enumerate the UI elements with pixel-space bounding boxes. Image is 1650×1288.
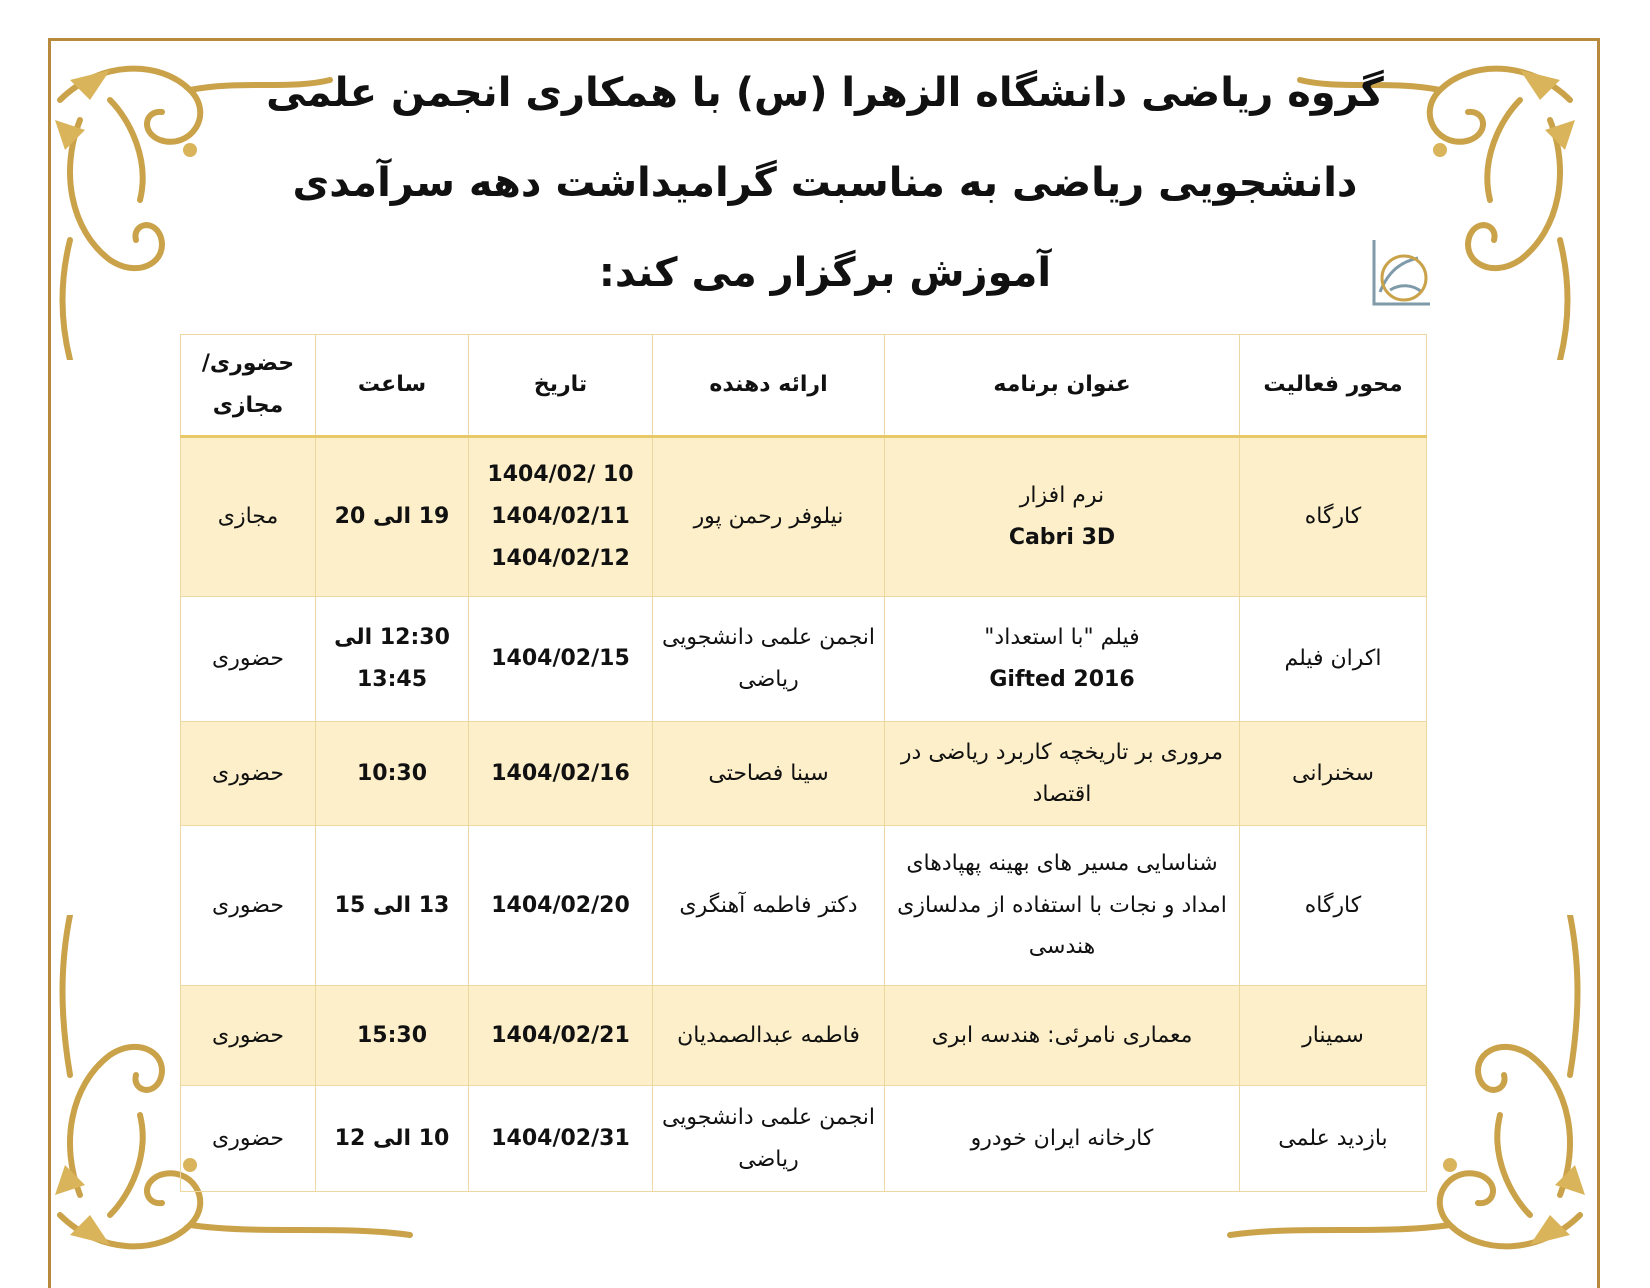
table-row — [181, 437, 1427, 597]
title-line: Cabri 3D — [1008, 525, 1116, 550]
cell-mode: حضوری — [181, 1086, 316, 1192]
cell-presenter: نیلوفر رحمن پور — [653, 437, 885, 597]
table-row — [181, 826, 1427, 986]
cell-time: 12:30 الی 13:45 — [316, 597, 469, 722]
cell-title: مروری بر تاریخچه کاربرد ریاضی در اقتصاد — [885, 722, 1240, 826]
cell-time: 13 الی 15 — [316, 826, 469, 986]
title-line: فیلم "با استعداد" — [984, 625, 1140, 651]
cell-title — [885, 437, 1240, 597]
cell-date: 1404/02/21 — [469, 986, 653, 1086]
cell-mode: حضوری — [181, 722, 316, 826]
cell-date: 1404/02/31 — [469, 1086, 653, 1192]
cell-presenter: فاطمه عبدالصمدیان — [653, 986, 885, 1086]
cell-time: 15:30 — [316, 986, 469, 1086]
date-line: 1404/02/ 10 — [487, 462, 634, 488]
cell-mode: مجازی — [181, 437, 316, 597]
cell-presenter: سینا فصاحتی — [653, 722, 885, 826]
cell-title: معماری نامرئی: هندسه ابری — [885, 986, 1240, 1086]
cell-category: سمینار — [1240, 986, 1427, 1086]
cell-title — [885, 597, 1240, 722]
cell-time: 10 الی 12 — [316, 1086, 469, 1192]
cell-category: کارگاه — [1240, 437, 1427, 597]
header-time: ساعت — [316, 335, 469, 437]
header-date: تاریخ — [469, 335, 653, 437]
cell-category: کارگاه — [1240, 826, 1427, 986]
header-line-3: آموزش برگزار می کند: — [598, 250, 1052, 296]
cell-date: 1404/02/20 — [469, 826, 653, 986]
header-mode: حضوری/ مجازی — [181, 335, 316, 437]
table-row — [181, 1086, 1427, 1192]
title-line: نرم افزار — [1019, 483, 1105, 509]
cell-time: 19 الی 20 — [316, 437, 469, 597]
cell-category: اکران فیلم — [1240, 597, 1427, 722]
header-title: عنوان برنامه — [885, 335, 1240, 437]
cell-category: سخنرانی — [1240, 722, 1427, 826]
table-row — [181, 597, 1427, 722]
header-category: محور فعالیت — [1240, 335, 1427, 437]
cell-presenter: دکتر فاطمه آهنگری — [653, 826, 885, 986]
header-presenter: ارائه دهنده — [653, 335, 885, 437]
cell-presenter: انجمن علمی دانشجویی ریاضی — [653, 1086, 885, 1192]
cell-title: کارخانه ایران خودرو — [885, 1086, 1240, 1192]
schedule-table — [180, 334, 1427, 1192]
table-row — [181, 722, 1427, 826]
cell-date: 1404/02/15 — [469, 597, 653, 722]
table-row — [181, 986, 1427, 1086]
header-line-1: گروه ریاضی دانشگاه الزهرا (س) با همکاری انجمن علمی — [266, 70, 1384, 116]
title-line: Gifted 2016 — [989, 667, 1135, 692]
cell-title: شناسایی مسیر های بهینه پهپادهای امداد و نجات با استفاده از مدلسازی هندسی — [885, 826, 1240, 986]
cell-mode: حضوری — [181, 826, 316, 986]
header-line-2: دانشجویی ریاضی به مناسبت گرامیداشت دهه سرآمدی — [292, 160, 1358, 206]
date-line: 1404/02/12 — [491, 545, 630, 571]
cell-date: 1404/02/16 — [469, 722, 653, 826]
cell-presenter: انجمن علمی دانشجویی ریاضی — [653, 597, 885, 722]
cell-time: 10:30 — [316, 722, 469, 826]
cell-mode: حضوری — [181, 986, 316, 1086]
table-header-row — [181, 335, 1427, 437]
date-line: 1404/02/11 — [491, 504, 630, 530]
association-logo-icon — [1360, 232, 1440, 324]
cell-date — [469, 437, 653, 597]
cell-mode: حضوری — [181, 597, 316, 722]
cell-category: بازدید علمی — [1240, 1086, 1427, 1192]
